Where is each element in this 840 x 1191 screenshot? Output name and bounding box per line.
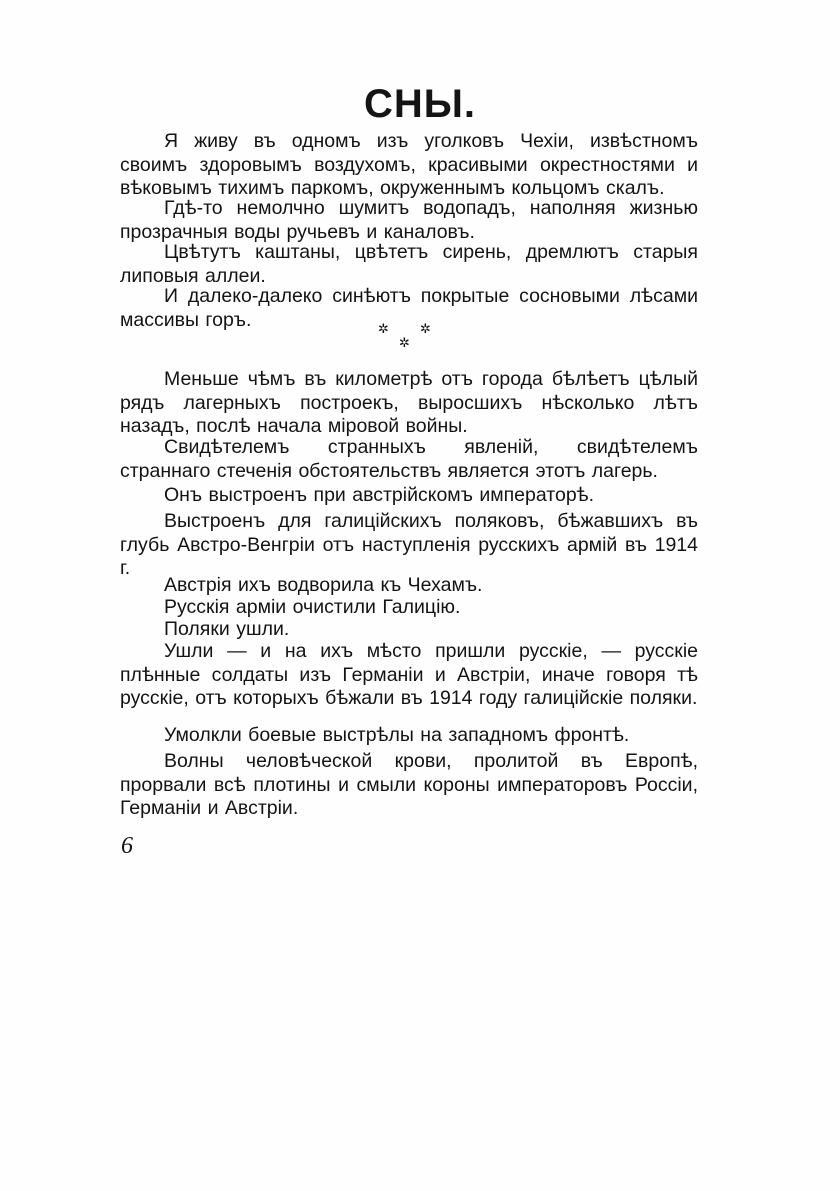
paragraph-13: Умолкли боевые выстрѣлы на западномъ фронтѣ.: [164, 724, 630, 746]
star-icon: ✲: [378, 321, 389, 336]
paragraph-6: Свидѣтелемъ странныхъ явленій, свидѣтелемъ страннаго стеченія обстоятельствъ является этотъ лагерь.: [120, 436, 698, 482]
paragraph-10: Русскія арміи очистили Галицію.: [164, 596, 461, 618]
page-number: 6: [121, 833, 133, 859]
paragraph-14: Волны человѣческой крови, пролитой въ Европѣ, прорвали всѣ плотины и смыли короны императоровъ Россіи, Германіи и Австріи.: [120, 750, 698, 819]
paragraph-9: Австрія ихъ водворила къ Чехамъ.: [164, 574, 483, 596]
star-icon: ✲: [420, 321, 431, 336]
paragraph-4: И далеко-далеко синѣютъ покрытые сосновыми лѣсами массивы горъ.: [120, 285, 698, 331]
paragraph-8: Выстроенъ для галиційскихъ поляковъ, бѣжавшихъ въ глубь Австро-Венгріи отъ наступленія русскихъ армій въ 1914 г.: [120, 510, 698, 579]
paragraph-3: Цвѣтутъ каштаны, цвѣтетъ сирень, дремлютъ старыя липовыя аллеи.: [120, 241, 698, 287]
chapter-title: СНЫ.: [363, 82, 477, 126]
paragraph-1: Я живу въ одномъ изъ уголковъ Чехіи, извѣстномъ своимъ здоровымъ воздухомъ, красивыми окрестностями и вѣковымъ тихимъ паркомъ, окруженнымъ кольцомъ скалъ.: [120, 130, 698, 199]
star-icon: ✲: [399, 335, 410, 350]
paragraph-2: Гдѣ-то немолчно шумитъ водопадъ, наполняя жизнью прозрачныя воды ручьевъ и каналовъ.: [120, 197, 698, 243]
paragraph-12: Ушли — и на ихъ мѣсто пришли русскіе, — русскіе плѣнные солдаты изъ Германіи и Австріи, иначе говоря тѣ русскіе, отъ которыхъ бѣжали въ 1914 году галиційскіе поляки.: [120, 640, 698, 709]
section-separator: [370, 322, 440, 354]
paragraph-7: Онъ выстроенъ при австрійскомъ императорѣ.: [164, 484, 595, 506]
paragraph-11: Поляки ушли.: [164, 618, 290, 640]
paragraph-5: Меньше чѣмъ въ километрѣ отъ города бѣлѣетъ цѣлый рядъ лагерныхъ построекъ, выросшихъ нѣсколько лѣтъ назадъ, послѣ начала міровой войны.: [120, 368, 698, 437]
